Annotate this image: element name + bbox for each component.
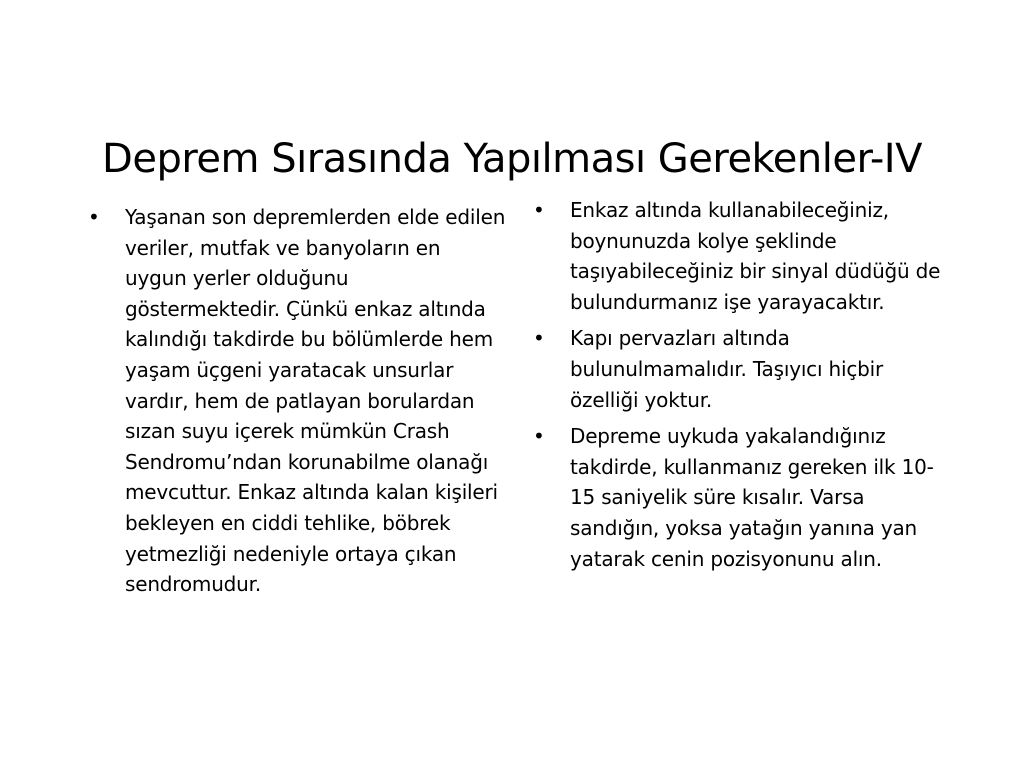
- list-item-text: Yaşanan son depremlerden elde edilen veriler, mutfak ve banyoların en uygun yerler olduğunu göstermektedir. Çünkü enkaz altında kalındığı takdirde bu bölümlerde hem yaşam üçgeni yaratacak unsurlar vardır, hem de patlayan borulardan sızan suyu içerek mümkün Crash Sendromu’ndan korunabilme olanağı mevcuttur. Enkaz altında kalan kişileri bekleyen en ciddi tehlike, böbrek yetmezliği nedeniyle ortaya çıkan sendromudur.: [125, 205, 506, 597]
- list-item: [533, 421, 953, 574]
- list-item-text: Enkaz altında kullanabileceğiniz, boynunuzda kolye şeklinde taşıyabileceğiniz bir sinyal düdüğü de bulundurmanız işe yarayacaktır.: [570, 198, 941, 314]
- list-item: [88, 202, 508, 600]
- slide-title: Deprem Sırasında Yapılması Gerekenler-IV: [102, 135, 922, 182]
- list-item: [533, 323, 953, 415]
- list-item: [533, 195, 953, 317]
- list-item-text: Kapı pervazları altında bulunulmamalıdır. Taşıyıcı hiçbir özelliği yoktur.: [570, 326, 883, 412]
- right-column-list: [533, 195, 953, 580]
- bullet-icon: •: [88, 205, 100, 229]
- bullet-icon: •: [533, 198, 545, 222]
- left-column-list: [88, 202, 508, 606]
- list-item-text: Depreme uykuda yakalandığınız takdirde, kullanmanız gereken ilk 10-15 saniyelik süre kısalır. Varsa sandığın, yoksa yatağın yanına yan yatarak cenin pozisyonunu alın.: [570, 424, 934, 571]
- bullet-icon: •: [533, 326, 545, 351]
- bullet-icon: •: [533, 424, 545, 449]
